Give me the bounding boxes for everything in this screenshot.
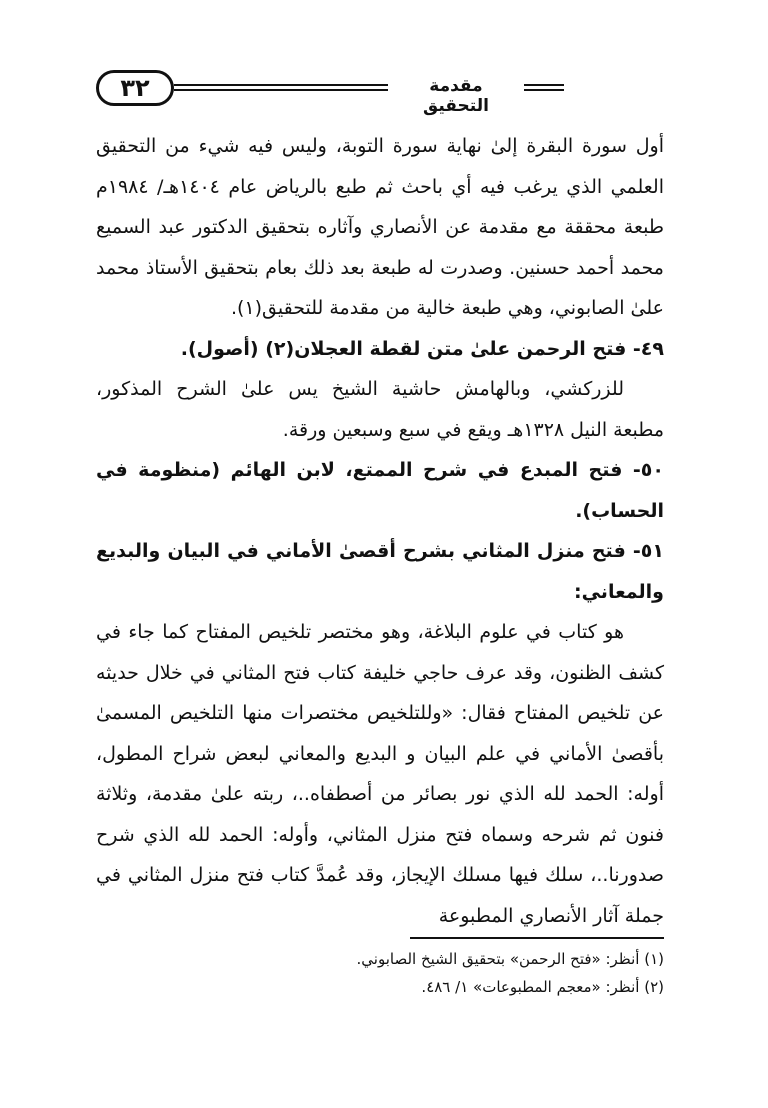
footnotes (96, 946, 664, 1002)
running-title: مقدمة التحقيق (423, 76, 489, 116)
entry-heading-51: ٥١- فتح منزل المثاني بشرح أقصىٰ الأماني في البيان والبديع والمعاني: (96, 540, 664, 603)
entry-heading-50: ٥٠- فتح المبدع في شرح الممتع، لابن الهائم (منظومة في الحساب). (96, 459, 664, 522)
header-rule-left (174, 84, 388, 91)
footnote-1: (١) أنظر: «فتح الرحمن» بتحقيق الشيخ الصابوني. (356, 950, 664, 968)
paragraph: هو كتاب في علوم البلاغة، وهو مختصر تلخيص المفتاح كما جاء في كشف الظنون، وقد عرف حاجي خليفة كتاب فتح المثاني في خلال حديثه عن تلخيص المفتاح فقال: «وللتلخيص مختصرات منها التلخيص المسمىٰ بأقصىٰ الأماني في علم البيان و البديع والمعاني لبعض شراح المطول، أوله: الحمد لله الذي نور بصائر من أصطفاه..، ربته علىٰ مقدمة، وثلاثة فنون ثم شرحه وسماه فتح منزل المثاني، وأوله: الحمد لله الذي شرح صدورنا..، سلك فيها مسلك الإيجاز، وقد عُمدَّ كتاب فتح منزل المثاني في جملة آثار الأنصاري المطبوعة (96, 621, 664, 927)
footnote-2: (٢) أنظر: «معجم المطبوعات» ١/ ٤٨٦. (421, 978, 664, 996)
paragraph: للزركشي، وبالهامش حاشية الشيخ يس علىٰ الشرح المذكور، مطبعة النيل ١٣٢٨هـ ويقع في سبع وسبعين ورقة. (96, 378, 664, 441)
footnote-divider (410, 937, 664, 939)
page-number: ٣٢ (96, 70, 174, 106)
page-header (96, 70, 664, 116)
paragraph: أول سورة البقرة إلىٰ نهاية سورة التوبة، وليس فيه شيء من التحقيق العلمي الذي يرغب فيه أي باحث ثم طبع بالرياض عام ١٤٠٤هـ/ ١٩٨٤م طبعة محققة مع مقدمة عن الأنصاري وآثاره بتحقيق الدكتور عبد السميع محمد أحمد حسنين. وصدرت له طبعة بعد ذلك بعام بتحقيق الأستاذ محمد علىٰ الصابوني، وهي طبعة خالية من مقدمة للتحقيق(١). (96, 135, 665, 319)
main-text (96, 126, 664, 936)
header-rule-right (524, 84, 564, 91)
entry-heading-49: ٤٩- فتح الرحمن علىٰ متن لقطة العجلان(٢) (أصول). (180, 337, 664, 360)
